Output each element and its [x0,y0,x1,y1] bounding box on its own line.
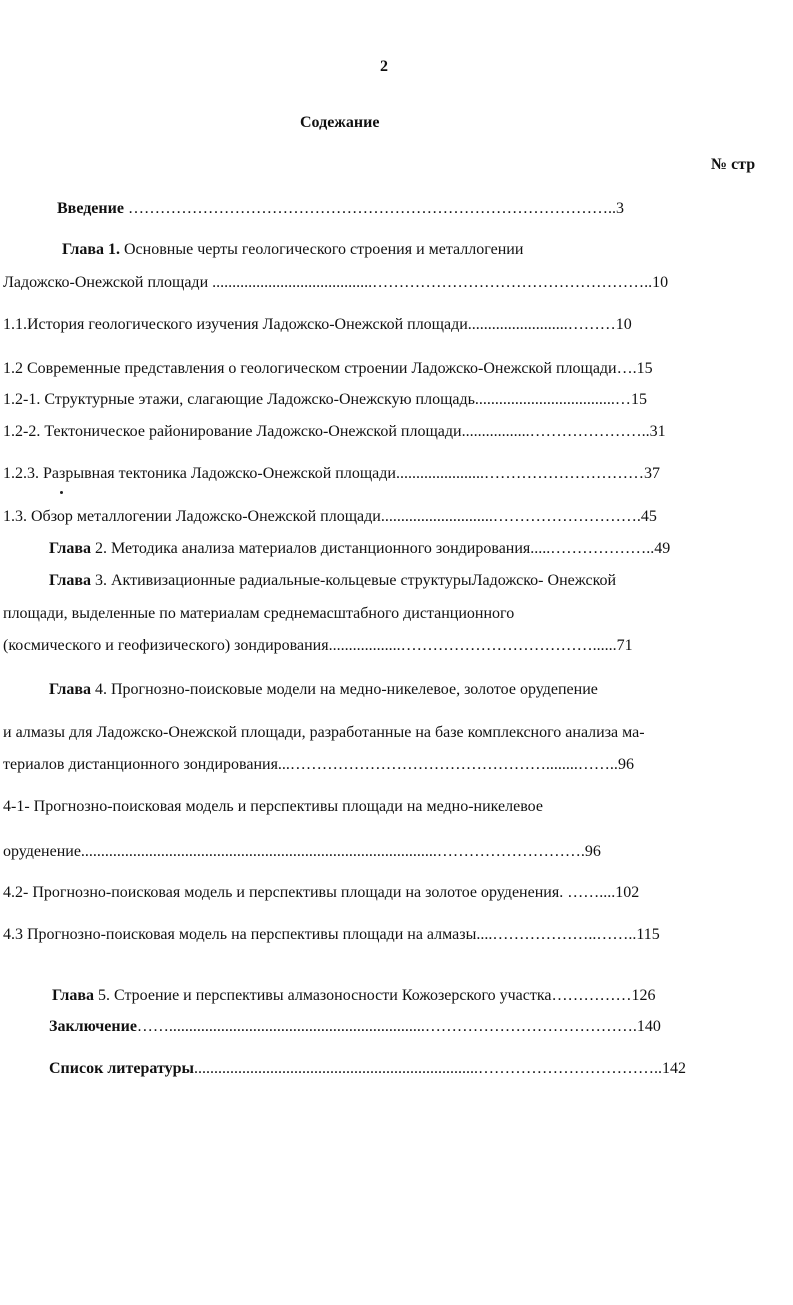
toc-entry-chapter-4 [49,680,765,700]
toc-entry-text: териалов дистанционного зондирования...…………………………………………........…….. [3,756,618,773]
toc-entry-section-4-1-cont [3,842,765,862]
toc-entry-label: Введение [57,200,124,217]
toc-entry-page: 45 [640,508,657,525]
toc-entry-chapter-3-cont [3,604,765,624]
toc-entry-page: 96 [617,756,634,773]
toc-entry-text: площади, выделенные по материалам среднемасштабного дистанционного [3,605,515,622]
toc-entry-section-1-2-2 [3,422,765,442]
toc-entry-section-4-3 [3,925,789,945]
toc-entry-text: 2. Методика анализа материалов дистанционного зондирования.....……………….. [91,540,655,557]
toc-entry-label: Глава [49,572,91,589]
toc-entry-chapter-3 [49,571,765,591]
toc-entry-page: 10 [652,274,669,291]
toc-entry-dots: ……………………………………………………………………………….. [123,200,616,217]
toc-entry-section-1-2-3 [3,464,765,484]
toc-entry-text: 4-1- Прогнозно-поисковая модель и перспективы площади на медно-никелевое [3,798,543,815]
toc-entry-label: Глава [52,987,94,1004]
toc-entry-label: Список литературы [49,1060,194,1077]
toc-entry-page: 71 [616,637,633,654]
toc-entry-chapter-4-cont-2 [3,755,789,775]
toc-entry-chapter-2 [49,539,765,559]
toc-entry-chapter-1 [62,240,752,260]
toc-entry-page: 3 [615,200,624,217]
toc-entry-page: 96 [584,843,601,860]
toc-entry-text: 1.3. Обзор металлогении Ладожско-Онежской площади............................………………………. [3,508,641,525]
toc-entry-text: 1.2 Современные представления о геологическом строении Ладожско-Онежской площади…. [3,360,637,377]
toc-entry-label: Глава 1. [62,241,120,258]
toc-entry-text: 3. Активизационные радиальные-кольцевые структурыЛадожско- Онежской [91,572,617,589]
toc-entry-page: 15 [630,391,647,408]
toc-entry-page: 49 [654,540,671,557]
toc-entry-label: Глава [49,540,91,557]
toc-entry-text: (космического и геофизического) зондирования..................………………………………...... [3,637,617,654]
toc-entry-page: 126 [631,987,656,1004]
toc-entry-text: 1.2-2. Тектоническое районирование Ладожско-Онежской площади.................………………….. [3,423,650,440]
toc-entry-page: 15 [636,360,653,377]
toc-entry-text: 1.2.3. Разрывная тектоника Ладожско-Онежской площади......................………………………… [3,465,644,482]
toc-entry-section-4-2 [3,883,789,903]
toc-entry-chapter-1-cont [3,273,755,293]
toc-entry-text: 4. Прогнозно-поисковые модели на медно-никелевое, золотое орудепение [91,681,598,698]
toc-entry-chapter-5 [52,986,788,1006]
toc-entry-text: 1.2-1. Структурные этажи, слагающие Ладожско-Онежскую площадь...................................… [3,391,631,408]
page-title: Содежание [300,114,380,131]
toc-entry-text: 5. Строение и перспективы алмазоносности Кожозерского участка…………… [94,987,632,1004]
toc-entry-text: Основные черты геологического строения и металлогении [120,241,524,258]
toc-entry-conclusion [49,1017,788,1037]
toc-entry-section-1-3 [3,507,765,527]
toc-entry-text: Ладожско-Онежской площади ........................................…………………………………………….. [3,274,653,291]
scan-dot-mark [60,491,63,494]
toc-entry-section-1-2-1 [3,390,765,410]
toc-entry-page: 115 [636,926,660,943]
toc-entry-text: оруденение.........................................................................................………………………. [3,843,585,860]
toc-entry-label: Заключение [49,1018,137,1035]
toc-entry-text: 4.3 Прогнозно-поисковая модель на перспективы площади на алмазы....………………..…….. [3,926,637,943]
toc-entry-page: 142 [662,1060,686,1077]
toc-entry-page: 31 [649,423,666,440]
toc-entry-page: 10 [615,316,632,333]
toc-entry-page: 140 [636,1018,661,1035]
toc-entry-references [49,1059,788,1079]
toc-entry-section-1-2 [3,359,765,379]
toc-entry-section-4-1 [3,797,765,817]
toc-entry-page: 37 [643,465,660,482]
toc-entry-chapter-4-cont [3,723,789,743]
toc-entry-dots: .......................................................................…………………………….. [194,1060,662,1077]
toc-entry-page: 102 [615,884,640,901]
toc-entry-intro [57,199,747,219]
toc-entry-label: Глава [49,681,91,698]
toc-entry-text: 4.2- Прогнозно-поисковая модель и перспективы площади на золотое оруденения. …….... [3,884,616,901]
page-column-header: № стр [711,156,756,173]
page-number: 2 [380,58,388,75]
toc-entry-section-1-1 [3,315,755,335]
toc-entry-text: 1.1.История геологического изучения Ладожско-Онежской площади.........................……… [3,316,616,333]
toc-entry-dots: ……................................................................…………………………………. [136,1018,637,1035]
toc-entry-chapter-3-cont-2 [3,636,765,656]
toc-entry-text: и алмазы для Ладожско-Онежской площади, разработанные на базе комплексного анализа ма- [3,724,645,741]
